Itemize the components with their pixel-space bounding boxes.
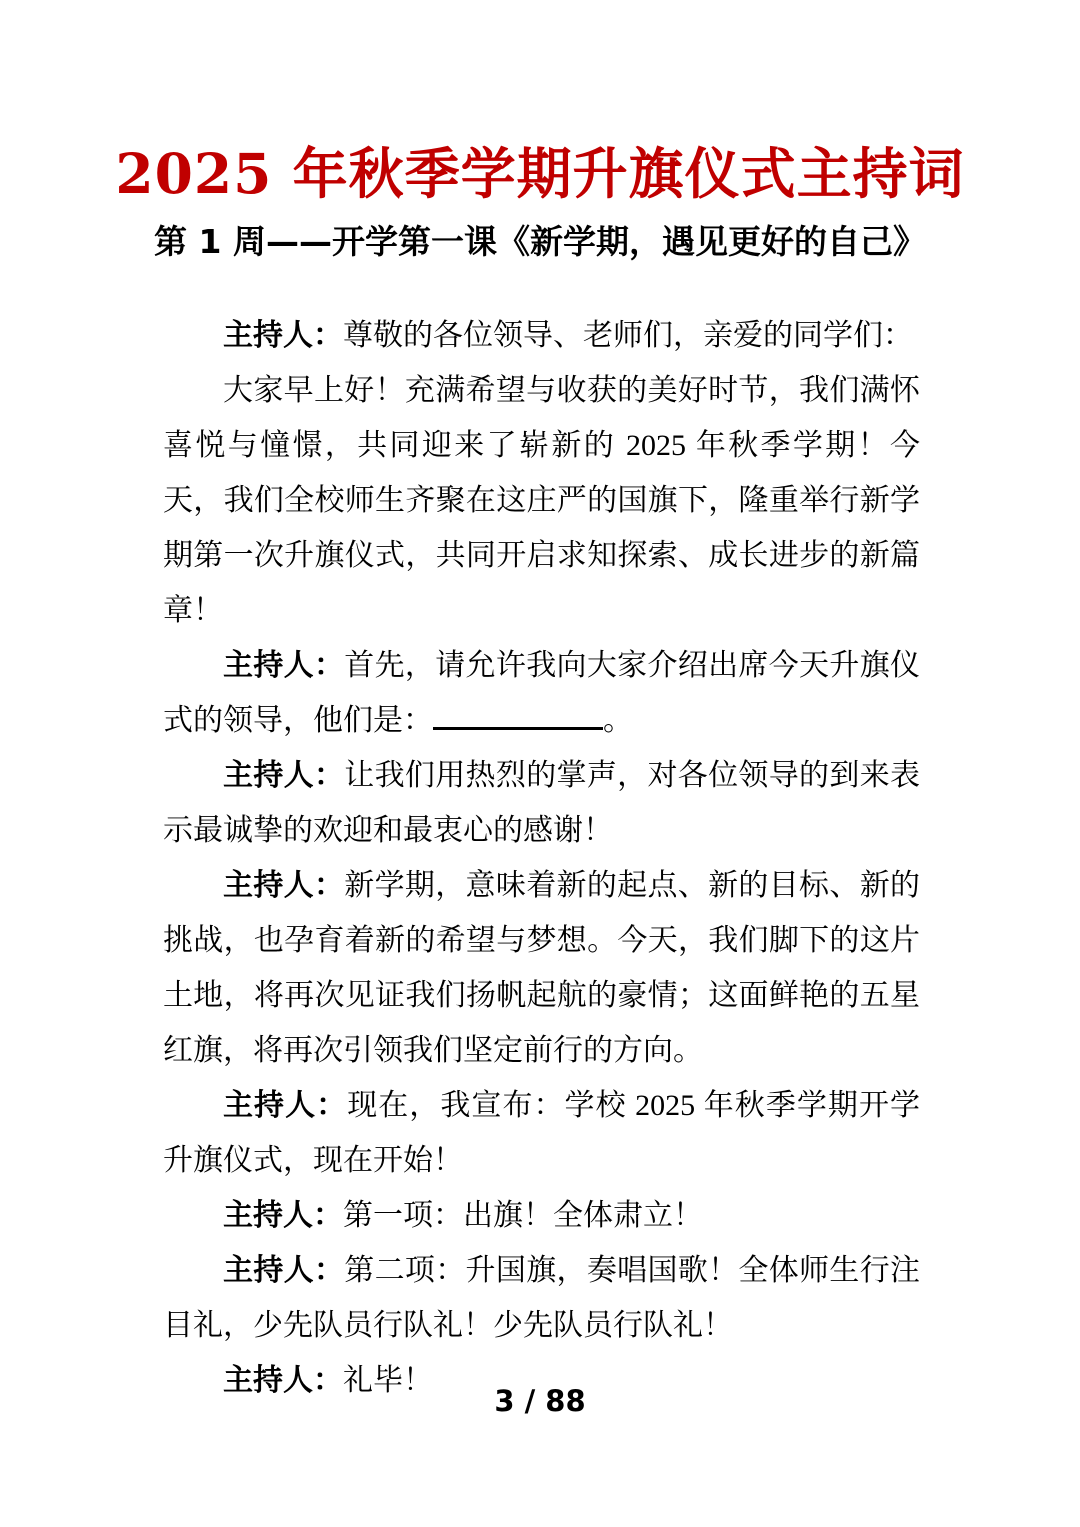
speaker-label: 主持人： [223,1253,345,1288]
speaker-label: 主持人： [223,868,345,903]
paragraph: 主持人：现在，我宣布：学校 2025 年秋季学期开学升旗仪式，现在开始！ [163,1088,921,1177]
document-body [163,308,920,1408]
document-subtitle: 第 1 周——开学第一课《新学期，遇见更好的自己》 [154,222,926,261]
speaker-label: 主持人： [223,1198,343,1233]
speaker-label: 主持人： [223,1088,348,1123]
page-number: 3 / 88 [494,1384,586,1418]
paragraph: 主持人：礼毕！ [223,1363,433,1398]
paragraph: 大家早上好！充满希望与收获的美好时节，我们满怀喜悦与憧憬，共同迎来了崭新的 2025 年秋季学期！今天，我们全校师生齐聚在这庄严的国旗下，隆重举行新学期第一次升旗仪式，共同开启求知探索、成长进步的新篇章！ [163,374,920,627]
paragraph: 主持人：第一项：出旗！全体肃立！ [223,1198,703,1233]
paragraph: 主持人：首先，请允许我向大家介绍出席今天升旗仪式的领导，他们是： 。 [163,648,921,737]
speaker-label: 主持人： [223,1363,343,1398]
speaker-label: 主持人： [223,758,345,793]
paragraph: 主持人：第二项：升国旗，奏唱国歌！全体师生行注目礼，少先队员行队礼！少先队员行队礼！ [163,1253,921,1342]
paragraph: 主持人：尊敬的各位领导、老师们，亲爱的同学们： [223,318,913,353]
paragraph: 主持人：让我们用热烈的掌声，对各位领导的到来表示最诚挚的欢迎和最衷心的感谢！ [163,758,921,847]
document-title: 2025 年秋季学期升旗仪式主持词 [115,141,965,206]
fill-in-blank-line [433,702,603,731]
speaker-label: 主持人： [223,648,345,683]
paragraph: 主持人：新学期，意味着新的起点、新的目标、新的挑战，也孕育着新的希望与梦想。今天，我们脚下的这片土地，将再次见证我们扬帆起航的豪情；这面鲜艳的五星红旗，将再次引领我们坚定前行的方向。 [163,868,921,1067]
speaker-label: 主持人： [223,318,343,353]
